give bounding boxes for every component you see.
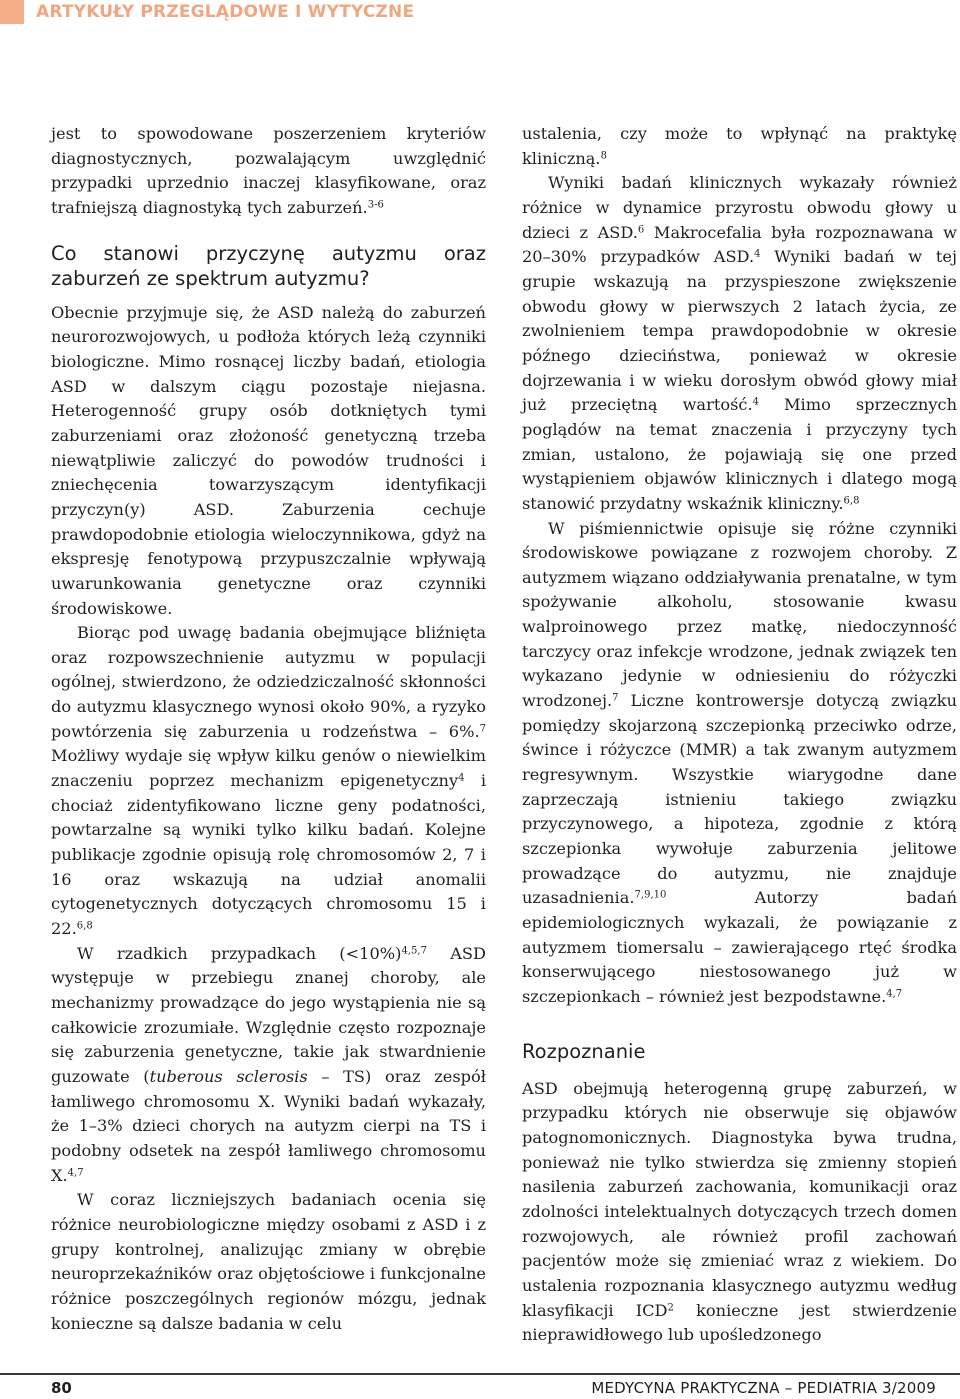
paragraph-text: ustalenia, czy może to wpłynąć na praktykę kliniczną. bbox=[522, 124, 957, 168]
citation: 4 bbox=[458, 772, 465, 784]
section-heading-diagnosis: Rozpoznanie bbox=[522, 1039, 646, 1063]
paragraph-text: W coraz liczniejszych badaniach ocenia się różnice neurobiologiczne między osobami z ASD i z grupy kontrolnej, analizując zmiany w obrębie neuroprzekaźników oraz objętościowe i funkcjonalne różnice poszczególnych regionów mózgu, jednak konieczne są dalsze badania w celu bbox=[51, 1190, 486, 1333]
citation: 6,8 bbox=[843, 495, 860, 507]
paragraph-rare-cases bbox=[51, 942, 486, 1189]
left-column bbox=[51, 122, 486, 1336]
paragraph-text: i chociaż zidentyfikowano liczne geny podatności, powtarzalne są wyniki tylko kilku badań. Kolejne publikacje zgodnie opisują rolę chromosomów 2, 7 i 16 oraz wskazują na udział anomalii cytogenetycznych dotyczących chromosomu 15 i 22. bbox=[51, 771, 486, 939]
citation: 7 bbox=[612, 692, 619, 704]
page-number: 80 bbox=[51, 1379, 72, 1397]
paragraph-head-circumference bbox=[522, 171, 957, 516]
section-title: ARTYKUŁY PRZEGLĄDOWE I WYTYCZNE bbox=[36, 2, 415, 22]
citation: 4,7 bbox=[67, 1167, 84, 1179]
citation: 8 bbox=[600, 150, 607, 162]
paragraph-text: Biorąc pod uwagę badania obejmujące bliźnięta oraz rozpowszechnienie autyzmu w populacji ogólnej, stwierdzono, że odziedziczalność skłonności do autyzmu klasycznego wynosi około 90%, a ryzyko powtórzenia się zaburzenia u rodzeństwa – 6%. bbox=[51, 623, 486, 741]
paragraph-text: Liczne kontrowersje dotyczą związku pomiędzy skojarzoną szczepionką przeciwko odrze, śwince i różyczce (MMR) a tak zwanym autyzmem regresywnym. Wszystkie wiarygodne dane zaprzeczają istnieniu takiego związku przyczynowego, a hipoteza, zgodnie z którą szczepionka wywołuje zaburzenia jelitowe prowadzące do autyzmu, nie znajduje uzasadnienia. bbox=[522, 691, 957, 908]
footer-rule bbox=[0, 1373, 960, 1375]
citation: 4,5,7 bbox=[401, 945, 427, 957]
paragraph-text: – TS) oraz zespół łamliwego chromosomu X. Wyniki badań wykazały, że 1–3% dzieci chorych na autyzm cierpi na TS i podobny odsetek na zespół łamliwego chromosomu X. bbox=[51, 1066, 487, 1185]
paragraph-text: Autorzy badań epidemiologicznych wykazali, że powiązanie z autyzmem tiomersalu – zawierającego rtęć środka konserwującego niestosowanego już w szczepionkach – również jest bezpodstawne. bbox=[522, 888, 957, 1006]
citation: 4 bbox=[752, 396, 759, 408]
section-heading-causes: Co stanowi przyczynę autyzmu oraz zaburzeń ze spektrum autyzmu? bbox=[51, 241, 486, 290]
paragraph-text: Makrocefalia była rozpoznawana w 20–30% przypadków ASD. bbox=[522, 222, 957, 267]
citation: 4,7 bbox=[886, 988, 903, 1000]
paragraph-intro bbox=[51, 122, 486, 221]
paragraph-text: Wyniki badań w tej grupie wskazują na przyspieszone zwiększenie obwodu głowy w pierwszych 2 latach życia, ze zwolnieniem tempa prawdopodobnie w okresie późnego dzieciństwa, ponieważ w okresie dojrzewania i w wieku dorosłym obwód głowy miał już przeciętną wartość. bbox=[522, 247, 957, 415]
paragraph-text: Wyniki badań klinicznych wykazały również różnice w dynamice przyrostu obwodu głowy u dzieci z ASD. bbox=[522, 173, 957, 242]
paragraph-text: ASD obejmują heterogenną grupę zaburzeń, w przypadku których nie obserwuje się objawów patognomonicznych. Diagnostyka bywa trudna, ponieważ nie tylko stwierdza się zmienny stopień nasilenia zaburzeń zachowania, komunikacji oraz zdolności intelektualnych dotyczących trzech domen rozwojowych, ale również profil zachowań pacjentów może się zmieniać wraz z wiekiem. Do ustalenia rozpoznania klasycznego autyzmu według klasyfikacji ICD bbox=[522, 1078, 957, 1320]
citation: 2 bbox=[667, 1302, 674, 1314]
citation: 6,8 bbox=[76, 920, 93, 932]
paragraph-text: konieczne jest stwierdzenie nieprawidłowego lub upośledzonego bbox=[522, 1300, 958, 1345]
paragraph-diagnosis bbox=[522, 1077, 957, 1348]
paragraph-continued bbox=[522, 122, 957, 171]
paragraph-text: Obecnie przyjmuje się, że ASD należą do zaburzeń neurorozwojowych, u podłoża których leżą czynniki biologiczne. Mimo rosnącej liczby badań, etiologia ASD w dalszym ciągu pozostaje niejasna. Heterogenność grupy osób dotkniętych tymi zaburzeniami oraz złożoność genetyczną trzeba niewątpliwie zaliczyć do powodów trudności i zniechęcenia towarzyszącym identyfikacji przyczyn(y) ASD. Zaburzenia cechuje prawdopodobnie etiologia wieloczynnikowa, gdyż na ekspresję fenotypową przypuszczalnie wpływają uwarunkowania genetyczne oraz czynniki środowiskowe. bbox=[51, 302, 486, 618]
right-column bbox=[522, 122, 957, 1348]
paragraph-text: jest to spowodowane poszerzeniem kryteriów diagnostycznych, pozwalającym uwzględnić przypadki uprzednio inaczej klasyfikowane, oraz trafniejszą diagnostyką tych zaburzeń. bbox=[51, 124, 486, 217]
page-header bbox=[0, 0, 960, 24]
citation: 4 bbox=[754, 248, 761, 260]
citation: 7,9,10 bbox=[634, 889, 667, 901]
citation: 7 bbox=[479, 723, 486, 735]
citation: 3-6 bbox=[367, 199, 384, 211]
italic-term: tuberous sclerosis bbox=[149, 1066, 308, 1086]
paragraph-text: W piśmiennictwie opisuje się różne czynniki środowiskowe powiązane z rozwojem choroby. Z autyzmem wiązano oddziaływania prenatalne, w tym spożywanie alkoholu, stosowanie kwasu walproinowego przez matkę, niedoczynność tarczycy oraz infekcje wrodzone, jednak związek ten wykazano jedynie w odniesieniu do różyczki wrodzonej. bbox=[522, 518, 957, 711]
paragraph-causes bbox=[51, 301, 486, 622]
paragraph-twins bbox=[51, 621, 486, 942]
paragraph-text: ASD występuje w przebiegu znanej choroby, ale mechanizmy prowadzące do jego wystąpienia nie są całkowicie zrozumiałe. Względnie często rozpoznaje się zaburzenia genetyczne, takie jak stwardnienie guzowate ( bbox=[51, 943, 487, 1086]
paragraph-text: Możliwy wydaje się wpływ kilku genów o niewielkim znaczeniu poprzez mechanizm epigenetyczny bbox=[51, 746, 486, 791]
header-accent-square bbox=[0, 0, 24, 24]
paragraph-text: W rzadkich przypadkach (<10%) bbox=[77, 943, 402, 963]
paragraph-environment bbox=[522, 517, 957, 1010]
journal-name: MEDYCYNA PRAKTYCZNA – PEDIATRIA 3/2009 bbox=[591, 1379, 936, 1397]
paragraph-neurobiology bbox=[51, 1188, 486, 1336]
citation: 6 bbox=[637, 224, 645, 236]
paragraph-text: Mimo sprzecznych poglądów na temat znaczenia i przyczyny tych zmian, ustalono, że pojawiają się one przed wystąpieniem objawów klinicznych i dlatego mogą stanowić przydatny wskaźnik kliniczny. bbox=[522, 395, 957, 513]
